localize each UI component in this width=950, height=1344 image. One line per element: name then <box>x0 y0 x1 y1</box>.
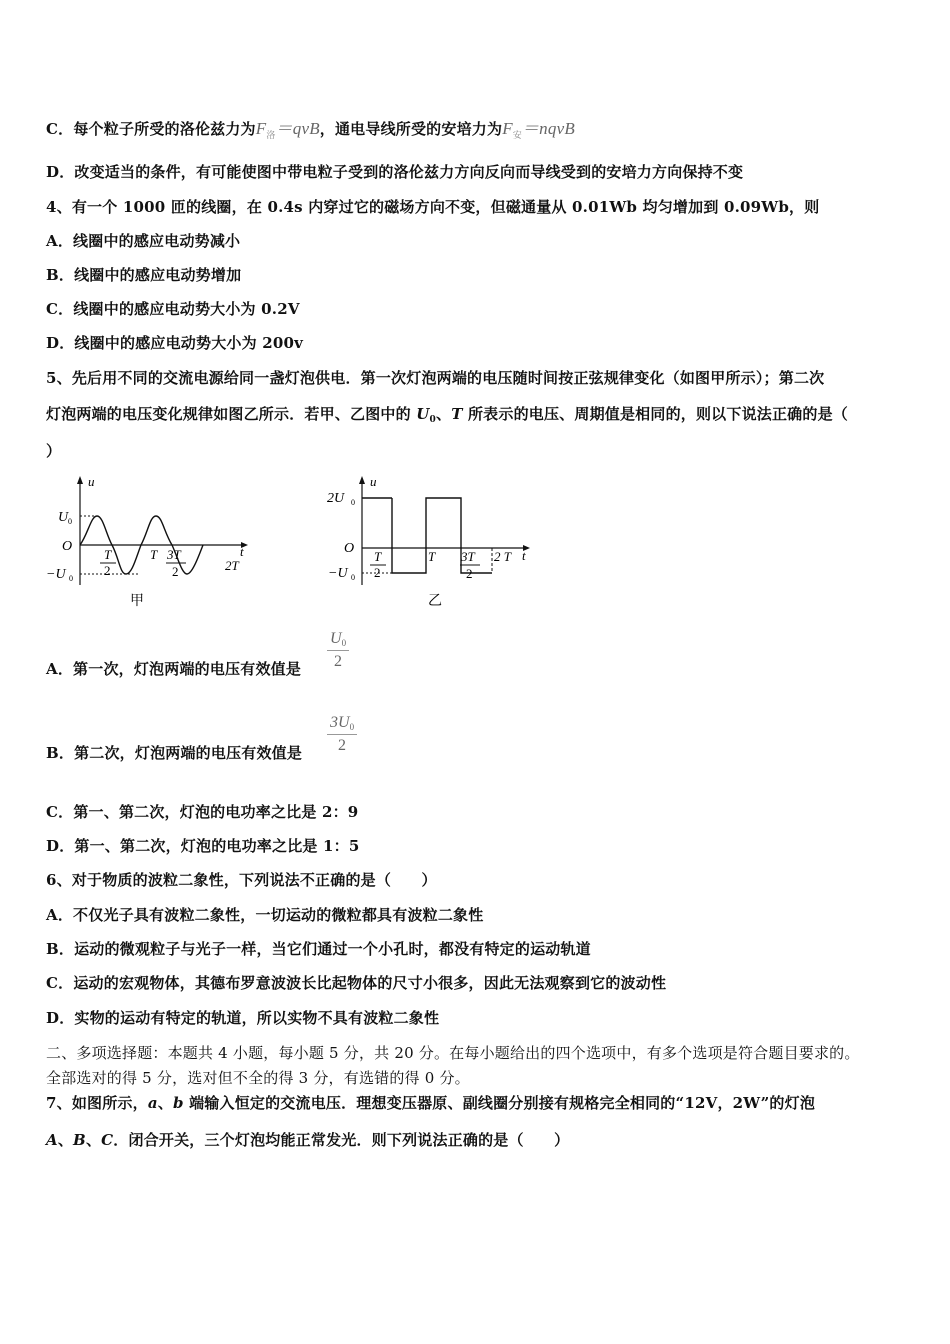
svg-text:0: 0 <box>351 498 355 507</box>
figure-jia-sine <box>40 470 270 610</box>
section2-heading-line1: 二、多项选择题：本题共 4 小题，每小题 5 分，共 20 分。在每小题给出的四个选项中，有多个选项是符合题目要求的。 <box>46 1044 860 1062</box>
q7-stem-line2: A、B、C．闭合开关，三个灯泡均能正常发光．则下列说法正确的是（ ） <box>46 1131 570 1149</box>
q5-stem-line2: 灯泡两端的电压变化规律如图乙所示．若甲、乙图中的 $U_0$、T 所表示的电压、周期值是相同的，则以下说法正确的是（ <box>46 405 848 425</box>
q6-option-a: A．不仅光子具有波粒二象性，一切运动的微粒都具有波粒二象性 <box>46 906 484 924</box>
q3-option-c-mid: ，通电导线所受的安培力为 <box>319 120 503 138</box>
q7-stem-line1: 7、如图所示，a、b 端输入恒定的交流电压．理想变压器原、副线圈分别接有规格完全相同的“12V，2W”的灯泡 <box>46 1094 816 1112</box>
svg-text:2 T: 2 T <box>494 549 511 564</box>
svg-text:O: O <box>62 539 73 554</box>
svg-text:0: 0 <box>69 574 73 583</box>
svg-text:T: T <box>104 547 112 562</box>
q5-option-c: C．第一、第二次，灯泡的电功率之比是 2：9 <box>46 803 359 821</box>
figure-jia-caption: 甲 <box>130 593 144 609</box>
q4-option-c: C．线圈中的感应电动势大小为 0.2V <box>46 300 300 318</box>
q5-option-d: D．第一、第二次，灯泡的电功率之比是 1：5 <box>46 837 360 855</box>
svg-text:T: T <box>374 549 382 564</box>
q5-option-b: B．第二次，灯泡两端的电压有效值是 <box>46 744 303 762</box>
svg-text:t: t <box>240 544 244 559</box>
section2-heading-line2: 全部选对的得 5 分，选对但不全的得 3 分，有选错的得 0 分。 <box>46 1069 470 1087</box>
svg-text:2: 2 <box>104 563 111 578</box>
q4-stem: 4、有一个 1000 匝的线圈，在 0.4s 内穿过它的磁场方向不变，但磁通量从 0.01Wb 均匀增加到 0.09Wb，则 <box>46 198 820 216</box>
svg-text:−U: −U <box>328 566 348 581</box>
svg-text:T: T <box>428 549 436 564</box>
q5-option-b-fraction: $\frac{3U0}{2}$ <box>327 714 357 755</box>
q6-stem: 6、对于物质的波粒二象性，下列说法不正确的是（ ） <box>46 871 437 889</box>
svg-text:0: 0 <box>68 517 72 526</box>
q5-option-a: A．第一次，灯泡两端的电压有效值是 <box>46 660 302 678</box>
svg-text:2T: 2T <box>225 558 239 573</box>
svg-text:0: 0 <box>351 573 355 582</box>
q4-option-b: B．线圈中的感应电动势增加 <box>46 266 242 284</box>
svg-text:2: 2 <box>374 565 381 580</box>
svg-text:u: u <box>88 474 95 489</box>
svg-text:2: 2 <box>172 564 179 579</box>
q6-option-c: C．运动的宏观物体，其德布罗意波波长比起物体的尺寸小很多，因此无法观察到它的波动性 <box>46 974 667 992</box>
svg-text:T: T <box>150 547 158 562</box>
q6-option-b: B．运动的微观粒子与光子一样，当它们通过一个小孔时，都没有特定的运动轨道 <box>46 940 591 958</box>
figure-yi-caption: 乙 <box>428 593 442 609</box>
svg-text:t: t <box>522 548 526 563</box>
svg-text:U: U <box>58 510 69 525</box>
q5-stem-line3: ） <box>46 442 62 460</box>
q6-option-d: D．实物的运动有特定的轨道，所以实物不具有波粒二象性 <box>46 1009 440 1027</box>
q4-option-d: D．线圈中的感应电动势大小为 200v <box>46 334 304 352</box>
q3-option-d: D．改变适当的条件，有可能使图中带电粒子受到的洛伦兹力方向反向而导线受到的安培力方向保持不变 <box>46 163 744 181</box>
figure-yi-square <box>322 470 552 610</box>
svg-text:2: 2 <box>466 566 473 581</box>
q4-option-a: A．线圈中的感应电动势减小 <box>46 232 241 250</box>
formula-ampere: $F_安=nqvB$ <box>502 119 575 140</box>
svg-text:3T: 3T <box>461 549 475 564</box>
svg-text:u: u <box>370 474 377 489</box>
svg-text:3T: 3T <box>167 547 181 562</box>
q3-option-c-text: C．每个粒子所受的洛伦兹力为 <box>46 120 256 138</box>
svg-text:2U: 2U <box>327 491 345 506</box>
q5-option-a-fraction: $\frac{U0}{2}$ <box>327 630 349 671</box>
svg-text:O: O <box>344 541 355 556</box>
q3-option-c <box>46 114 575 141</box>
q5-stem-line1: 5、先后用不同的交流电源给同一盏灯泡供电．第一次灯泡两端的电压随时间按正弦规律变化（如图甲所示）；第二次 <box>46 369 825 387</box>
formula-lorentz: $F_洛=qvB$ <box>255 119 320 140</box>
svg-text:−U: −U <box>46 567 66 582</box>
